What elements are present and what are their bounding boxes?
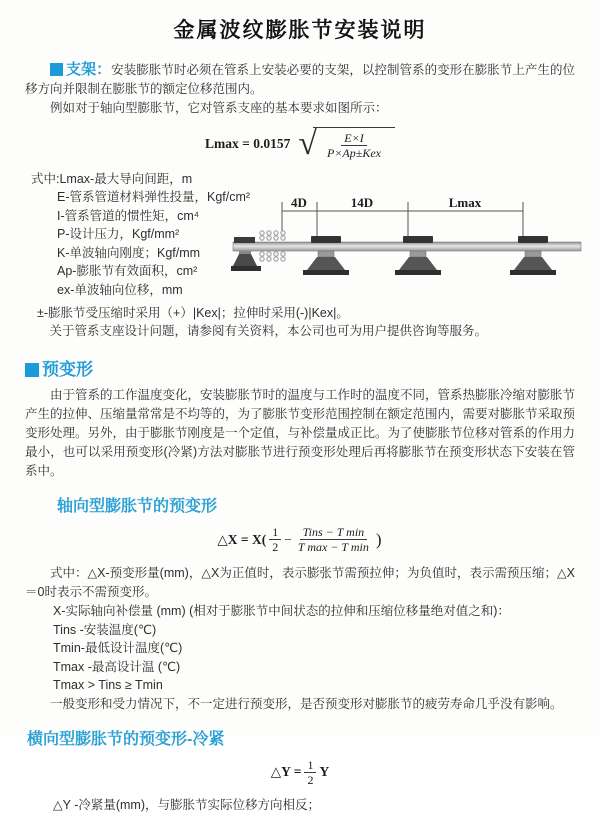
sqrt-radical (298, 124, 395, 162)
lmax-fraction-numerator: E×I (341, 131, 366, 146)
definition-item: I-管系管道的惯性矩，cm⁴ (57, 208, 200, 223)
definition-item: ex-单波轴向位移，mm (57, 282, 183, 297)
half-numerator: 1 (304, 758, 316, 773)
dim-label-lmax: Lmax (448, 194, 482, 210)
support-example-line: 例如对于轴向型膨胀节，它对管系支座的基本要求如图所示： (50, 101, 388, 115)
temp-definition-line: Tmax -最高设计温 (℃) (53, 659, 181, 674)
lmax-formula (25, 124, 575, 162)
lmax-formula-lhs: Lmax = 0.0157 (205, 135, 291, 151)
page-title: 金属波纹膨胀节安装说明 (173, 19, 427, 42)
x-definition-line: X-实际轴向补偿量 (mm) (相对于膨胀节中间状态的拉伸和压缩位移量绝对值之和)： (53, 603, 510, 618)
axial-explain-paragraph: 式中：△X-预变形量(mm)，△X为正值时，表示膨张节需预拉伸；为负值时，表示需预压缩；△X＝0时表示不需预变形。 (25, 565, 575, 599)
radical-sign-icon: √ (298, 124, 317, 162)
temperature-fraction (295, 525, 372, 555)
minus-sign: − (284, 531, 292, 547)
lmax-fraction-denominator: P×Ap±Kex (327, 146, 381, 161)
lateral-formula-lhs: △Y = (270, 764, 302, 780)
dim-label-4d: 4D (291, 194, 307, 210)
definition-item: K-单波轴向刚度；Kgf/mm (57, 245, 201, 260)
support-section-label: 支架： (66, 61, 112, 78)
lmax-fraction (324, 131, 384, 161)
definition-item: E-管系管道材料弹性投量，Kgf/cm² (57, 190, 251, 205)
pipe-support-diagram (231, 194, 583, 290)
lateral-preform-formula (25, 758, 575, 788)
half-denominator: 2 (307, 772, 314, 787)
definition-lead: 式中:Lmax-最大导向间距，m (31, 171, 193, 186)
definition-item: P-设计压力，Kgf/mm² (57, 227, 180, 242)
definitions-and-diagram (25, 170, 575, 304)
temp-definition-line: Tmin-最低设计温度(℃) (53, 641, 183, 656)
preform-section-header (25, 355, 575, 380)
axial-preform-formula (25, 525, 575, 555)
preform-body-paragraph: 由于管系的工作温度变化，安装膨胀节时的温度与工作时的温度不同，管系热膨胀冷缩对膨胀节产生的拉伸、压缩量常常是不均等的，为了膨胀节变形范围控制在额定范围内，需要对膨胀节采取预变形处理。另外，由于膨胀节刚度是一个定值，与补偿量成正比。为了使膨胀节位移对管系的作用力最小，也可以采用预变形(冷紧)方法对膨胀节进行预变形处理后再将膨胀节在预变形状态下安装在管系中。 (25, 387, 576, 478)
section-bullet-icon (25, 363, 39, 377)
half-numerator: 1 (269, 525, 281, 540)
definition-item: Ap-膨胀节有效面积，cm² (57, 264, 198, 279)
support-intro-text: 安装膨胀节时必须在管系上安装必要的支架，以控制管系的变形在膨胀节上产生的位移方向并限制在膨胀节的额定位移范围内。 (25, 63, 575, 96)
dim-label-14d: 14D (350, 194, 374, 210)
preform-section-label: 预变形 (42, 359, 93, 379)
temp-inequality-line: Tmax > Tins ≥ Tmin (53, 678, 163, 693)
one-half-fraction (304, 758, 316, 788)
pm-note: ±-膨胀节受压缩时采用（+）|Kex|；拉伸时采用(-)|Kex|。 (37, 305, 349, 320)
axial-note-line: 一般变形和受力情况下，不一定进行预变形，是否预变形对膨胀节的疲劳寿命几乎没有影响。 (50, 696, 563, 711)
section-bullet-icon (50, 63, 63, 76)
temperature-fraction-numerator: Tins − T min (300, 525, 368, 540)
temperature-fraction-denominator: T max − T min (297, 540, 369, 555)
axial-formula-lhs: △X = X( (217, 531, 267, 547)
pipe (233, 242, 581, 251)
half-denominator: 2 (272, 540, 279, 555)
axial-preform-heading: 轴向型膨胀节的预变形 (57, 497, 218, 515)
one-half-fraction (269, 525, 281, 555)
lateral-preform-heading: 横向型膨胀节的预变形-冷紧 (27, 730, 225, 748)
temp-definition-line: Tins -安装温度(℃) (53, 622, 157, 637)
close-paren: ) (375, 529, 382, 549)
support-intro-paragraph (25, 60, 575, 99)
lateral-note-line: △Y -冷紧量(mm)，与膨胀节实际位移方向相反； (53, 798, 321, 813)
lateral-formula-rhs: Y (319, 764, 330, 780)
service-note: 关于管系支座设计问题，请参阅有关资料，本公司也可为用户提供咨询等服务。 (49, 324, 488, 339)
